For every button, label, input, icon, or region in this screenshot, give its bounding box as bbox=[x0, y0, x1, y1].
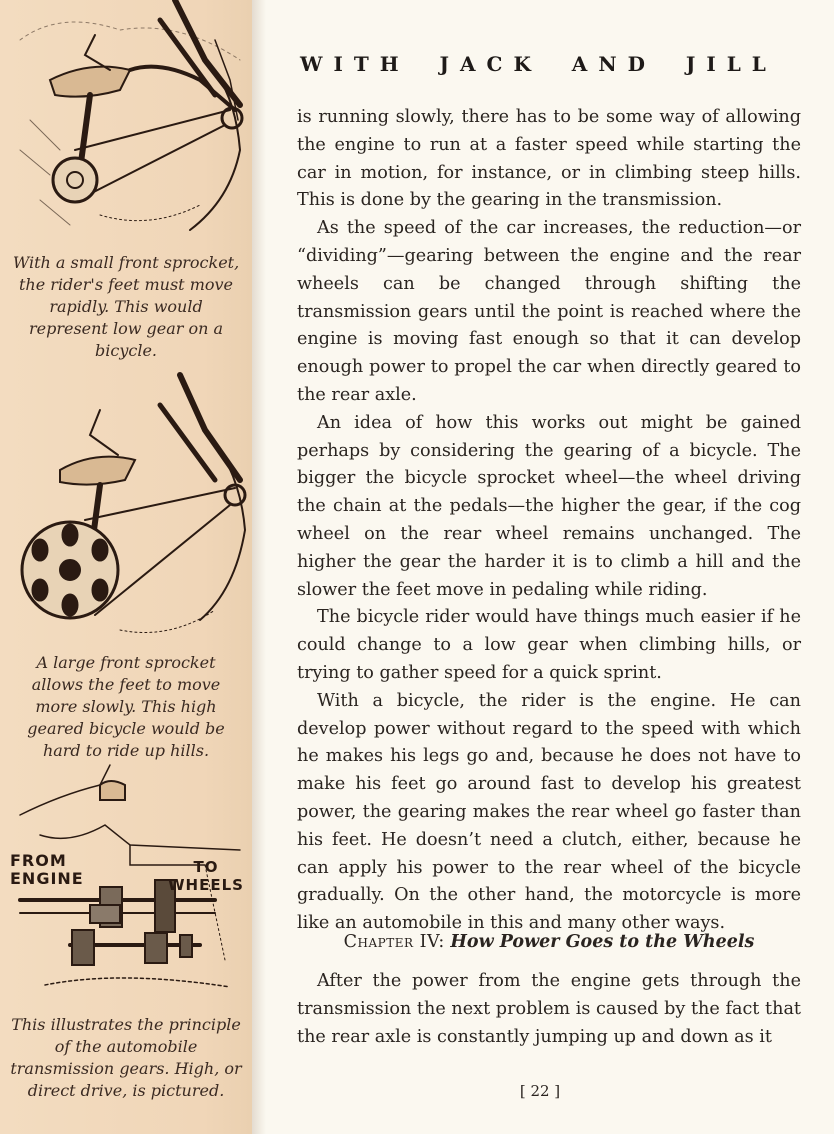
small-sprocket-bicycle-illustration bbox=[0, 0, 252, 250]
chapter-heading bbox=[297, 932, 801, 952]
chapter-title: How Power Goes to the Wheels bbox=[450, 932, 755, 952]
label-from-engine: FROM ENGINE bbox=[10, 851, 84, 888]
paragraph: With a bicycle, the rider is the engine. He can develop power without regard to the speed with which he makes his legs go and, because he does not have to make his feet go around fast to develop his greatest power, the gearing makes the rear wheel go faster than his feet. He doesn’t need a clutch, either, because he can apply his power to the rear wheel of the bicycle gradually. On the other hand, the motorcycle is more like an automobile in this and many other ways. bbox=[297, 690, 801, 934]
paragraph: The bicycle rider would have things much easier if he could change to a low gear when climbing hills, or trying to gather speed for a quick sprint. bbox=[297, 607, 801, 683]
label-to-wheels: TO WHEELS bbox=[168, 858, 244, 894]
page-number: [ 22 ] bbox=[519, 1082, 561, 1100]
page-gutter-shadow bbox=[252, 0, 266, 1134]
caption-high-gear: A large front sprocket allows the feet to move more slowly. This high geared bicycle would be hard to ride up hills. bbox=[27, 653, 225, 760]
caption-transmission: This illustrates the principle of the automobile transmission gears. High, or direct drive, is pictured. bbox=[10, 1015, 242, 1100]
paragraph: After the power from the engine gets through the transmission the next problem is caused by the fact that the rear axle is constantly jumping up and down as it bbox=[297, 971, 801, 1047]
large-sprocket-bicycle-illustration bbox=[0, 370, 252, 650]
body-text bbox=[297, 104, 801, 938]
running-header: WITH JACK AND JILL bbox=[300, 52, 777, 76]
caption-low-gear: With a small front sprocket, the rider's feet must move rapidly. This would represent low gear on a bicycle. bbox=[12, 253, 240, 360]
paragraph: An idea of how this works out might be gained perhaps by considering the gearing of a bicycle. The bigger the bicycle sprocket wheel—the wheel driving the chain at the pedals—the higher the gear, if the cog wheel on the rear wheel remains unchanged. The higher the gear the harder it is to climb a hill and the slower the feet move in pedaling while riding. bbox=[297, 412, 801, 600]
paragraph: As the speed of the car increases, the reduction—or “dividing”—gearing between the engine and the rear wheels can be changed through shifting the transmission gears until the point is reached where the engine is moving fast enough so that it can develop enough power to propel the car when directly geared to the rear axle. bbox=[297, 218, 801, 405]
paragraph: is running slowly, there has to be some way of allowing the engine to run at a faster speed while starting the car in motion, for instance, or in climbing steep hills. This is done by the gearing in the transmission. bbox=[297, 107, 801, 211]
body-text-continued bbox=[297, 968, 801, 1051]
chapter-number: Chapter IV: bbox=[343, 932, 445, 952]
